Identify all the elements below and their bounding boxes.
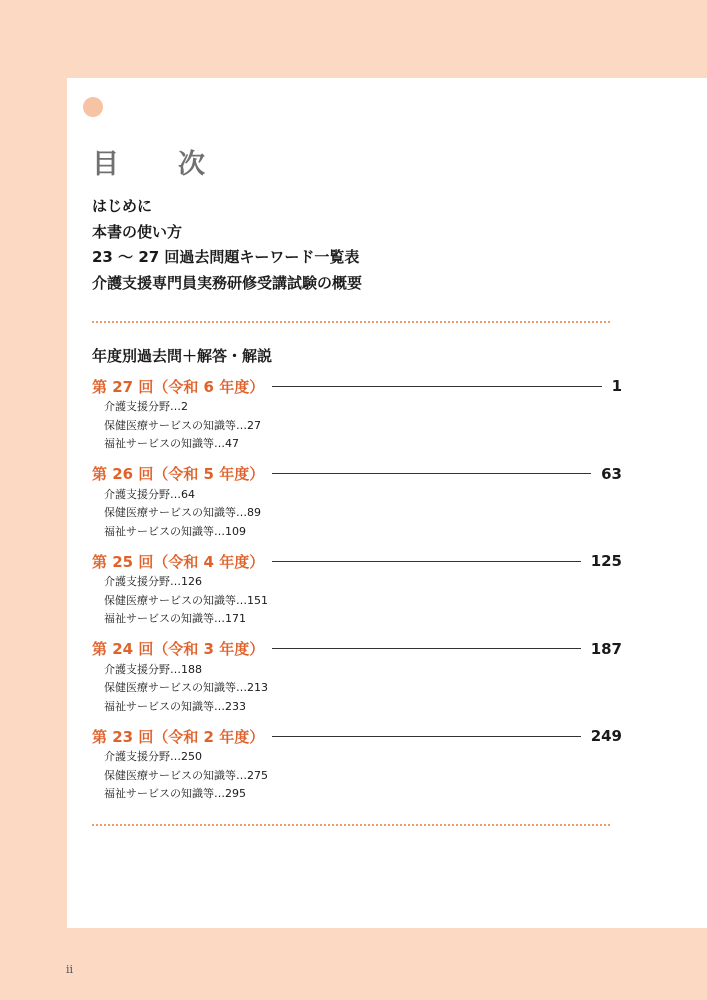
dotted-divider-bottom: [92, 824, 610, 826]
year-line[interactable]: [92, 463, 622, 485]
subsection-list: [92, 486, 622, 542]
bottom-band: [0, 928, 707, 1000]
year-entry: [92, 550, 622, 638]
year-title[interactable]: 第 25 回（令和 4 年度）: [92, 552, 265, 571]
year-entry: [92, 463, 622, 551]
year-title[interactable]: 第 26 回（令和 5 年度）: [92, 465, 265, 483]
subsection-item[interactable]: 保健医療サービスの知識等…275: [104, 768, 268, 782]
leader-line: [272, 736, 580, 737]
year-line[interactable]: [92, 375, 622, 397]
subsection-item[interactable]: 保健医療サービスの知識等…27: [104, 418, 261, 432]
subsection-item[interactable]: 福祉サービスの知識等…109: [104, 524, 246, 538]
subsection-list: [92, 573, 622, 629]
year-entry: [92, 638, 622, 726]
front-matter-list: [92, 194, 362, 296]
page-number: 187: [590, 639, 622, 658]
leader-line: [272, 386, 601, 387]
subsection-item[interactable]: 福祉サービスの知識等…295: [104, 787, 246, 800]
subsection-item[interactable]: 保健医療サービスの知識等…151: [104, 593, 268, 607]
page-number: 63: [601, 464, 622, 483]
subsection-item[interactable]: 保健医療サービスの知識等…213: [104, 681, 268, 694]
year-title[interactable]: 第 23 回（令和 2 年度）: [92, 727, 265, 746]
toc-title: 目 次: [92, 149, 221, 180]
page-folio: ii: [66, 963, 74, 976]
front-matter-item[interactable]: 23 〜 27 回過去問題キーワード一覧表: [92, 248, 360, 266]
subsection-item[interactable]: 介護支援分野…188: [104, 662, 202, 676]
year-title[interactable]: 第 24 回（令和 3 年度）: [92, 640, 265, 658]
year-line[interactable]: [92, 725, 622, 747]
front-matter-item[interactable]: 介護支援専門員実務研修受講試験の概要: [92, 273, 363, 292]
subsection-item[interactable]: 保健医療サービスの知識等…89: [104, 506, 261, 519]
year-entry: [92, 725, 622, 813]
subsection-list: [92, 661, 622, 717]
subsection-item[interactable]: 福祉サービスの知識等…233: [104, 699, 246, 713]
subsection-item[interactable]: 介護支援分野…250: [104, 750, 202, 763]
decorative-circle-icon: [83, 97, 103, 117]
subsection-item[interactable]: 介護支援分野…64: [104, 487, 195, 501]
subsection-list: [92, 748, 622, 804]
year-list: [92, 375, 622, 813]
section-heading: 年度別過去問＋解答・解説: [92, 347, 273, 365]
leader-line: [272, 648, 580, 649]
page-number: 125: [590, 552, 622, 570]
leader-line: [272, 561, 580, 562]
year-title[interactable]: 第 27 回（令和 6 年度）: [92, 377, 265, 396]
front-matter-item[interactable]: 本書の使い方: [92, 222, 183, 241]
subsection-item[interactable]: 福祉サービスの知識等…47: [104, 437, 239, 450]
year-entry: [92, 375, 622, 463]
page-number: 1: [611, 377, 622, 395]
year-line[interactable]: [92, 638, 622, 660]
page-number: 249: [590, 727, 622, 745]
subsection-item[interactable]: 介護支援分野…2: [104, 400, 188, 413]
subsection-list: [92, 398, 622, 454]
dotted-divider-top: [92, 321, 610, 323]
year-line[interactable]: [92, 550, 622, 572]
subsection-item[interactable]: 介護支援分野…126: [104, 575, 202, 588]
subsection-item[interactable]: 福祉サービスの知識等…171: [104, 612, 246, 625]
front-matter-item[interactable]: はじめに: [92, 197, 153, 215]
leader-line: [272, 473, 591, 474]
